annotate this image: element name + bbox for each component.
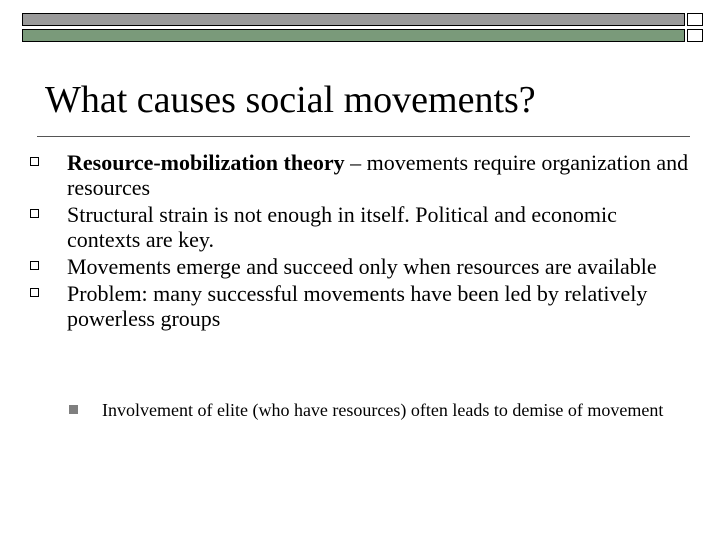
bullet-text: Movements emerge and succeed only when resources are available [67, 254, 657, 279]
slide-title: What causes social movements? [45, 79, 536, 121]
hollow-square-bullet-icon [30, 288, 39, 297]
sub-bullet-list [67, 399, 687, 422]
sub-bullet-item [67, 399, 687, 422]
bullet-bold-term: Resource-mobilization theory [67, 150, 345, 175]
header-bar-gray [22, 13, 685, 26]
filled-square-bullet-icon [69, 405, 78, 414]
bullet-item [30, 254, 690, 279]
header-box-bottom [687, 29, 703, 42]
bullet-item [30, 202, 690, 252]
bullet-text: Problem: many successful movements have been led by relatively powerless groups [67, 281, 648, 331]
bullet-item [30, 150, 690, 200]
header-box-top [687, 13, 703, 26]
bullet-text: – movements require organization and resources [67, 150, 689, 200]
hollow-square-bullet-icon [30, 261, 39, 270]
hollow-square-bullet-icon [30, 157, 39, 166]
bullet-text: Structural strain is not enough in itself. Political and economic contexts are key. [67, 202, 617, 252]
header-bar-green [22, 29, 685, 42]
bullet-item [30, 281, 690, 331]
title-divider [37, 136, 690, 137]
hollow-square-bullet-icon [30, 209, 39, 218]
bullet-list [30, 150, 690, 333]
sub-bullet-text: Involvement of elite (who have resources) often leads to demise of movement [102, 400, 664, 420]
